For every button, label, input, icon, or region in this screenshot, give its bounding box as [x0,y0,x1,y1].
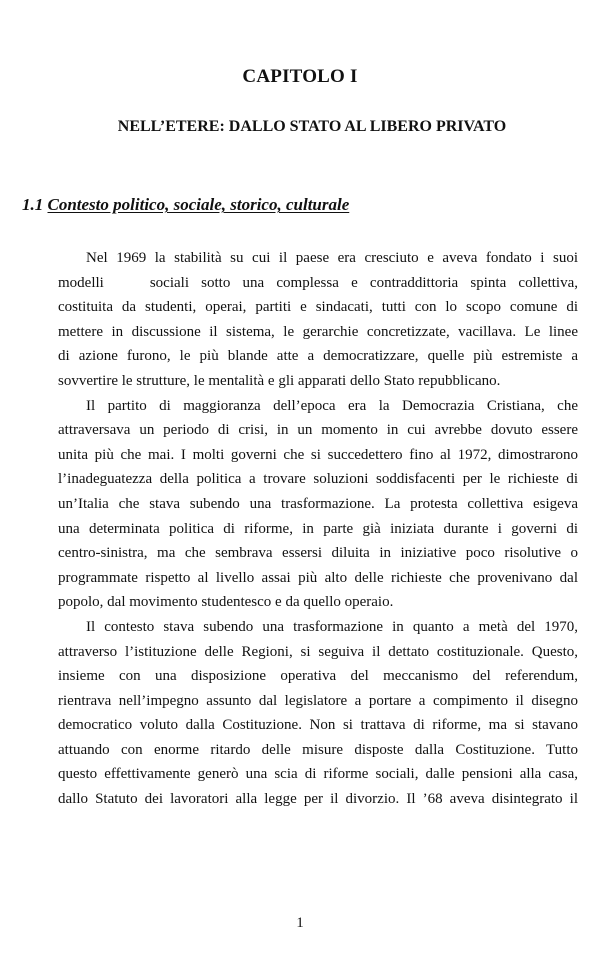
text-line: mettere in discussione il sistema, le gerarchie concretizzate, vacillava. Le linee [58,323,578,340]
text-line: popolo, dal movimento studentesco e da quello operaio. [58,594,394,611]
chapter-title: CAPITOLO I [242,66,358,87]
text-line: insieme con una disposizione operativa del meccanismo del referendum, [58,668,578,685]
page-number: 1 [296,915,304,931]
text-line [58,271,578,296]
text-fragment: modelli [58,274,104,291]
paragraph-2 [58,394,578,615]
text-line: dallo Statuto dei lavoratori alla legge per il divorzio. Il ’68 aveva disintegrato il [58,791,578,808]
text-line: attraverso l’istituzione delle Regioni, si seguiva il dettato costituzionale. Questo, [58,643,578,660]
text-line: unita più che mai. I molti governi che si succedettero fino al 1972, dimostrarono [58,446,578,463]
text-line: questo effettivamente generò una scia di riforme sociali, dalle pensioni alla casa, [58,766,578,783]
section-heading [22,195,349,215]
text-line: un’Italia che stava subendo una trasformazione. La protesta collettiva esigeva [58,495,578,512]
section-number: 1.1 [22,195,44,214]
text-line: Il partito di maggioranza dell’epoca era la Democrazia Cristiana, che [86,397,578,414]
text-line: una determinata politica di riforme, in parte già iniziata durante i governi di [58,520,578,537]
text-line: Il contesto stava subendo una trasformazione in quanto a metà del 1970, [86,618,578,635]
text-line: democratico voluto dalla Costituzione. Non si trattava di riforme, ma si stavano [58,717,578,734]
text-line: costituita da studenti, operai, partiti e sindacati, tutti con lo scopo comune di [58,299,578,316]
paragraph-3 [58,615,578,812]
text-line: attuando con enorme ritardo delle misure disposte dalla Costituzione. Tutto [58,741,578,758]
section-title: Contesto politico, sociale, storico, culturale [47,195,350,214]
text-fragment: sociali sotto una complessa e contraddittoria spinta collettiva, [149,274,578,291]
text-line: Nel 1969 la stabilità su cui il paese era cresciuto e aveva fondato i suoi [86,250,578,266]
text-line: centro-sinistra, ma che sembrava essersi diluita in iniziative poco risolutive o [58,545,578,562]
text-line: sovvertire le strutture, le mentalità e gli apparati dello Stato repubblicano. [58,372,501,389]
paragraph-1 [58,246,578,394]
text-line: di azione furono, le più blande atte a democratizzare, quelle più estremiste a [58,348,578,365]
body-text [58,246,578,812]
chapter-subtitle: NELL’ETERE: DALLO STATO AL LIBERO PRIVATO [117,118,507,135]
text-line: rientrava nell’impegno assunto dal legislatore a portare a compimento il disegno [58,692,578,709]
text-line: programmate rispetto al livello assai più alto delle richieste che provenivano dal [58,569,578,586]
text-line: attraversava un periodo di crisi, in un momento in cui avrebbe dovuto essere [58,422,578,439]
text-line: l’inadeguatezza della politica a trovare soluzioni soddisfacenti per le richieste di [58,471,578,488]
